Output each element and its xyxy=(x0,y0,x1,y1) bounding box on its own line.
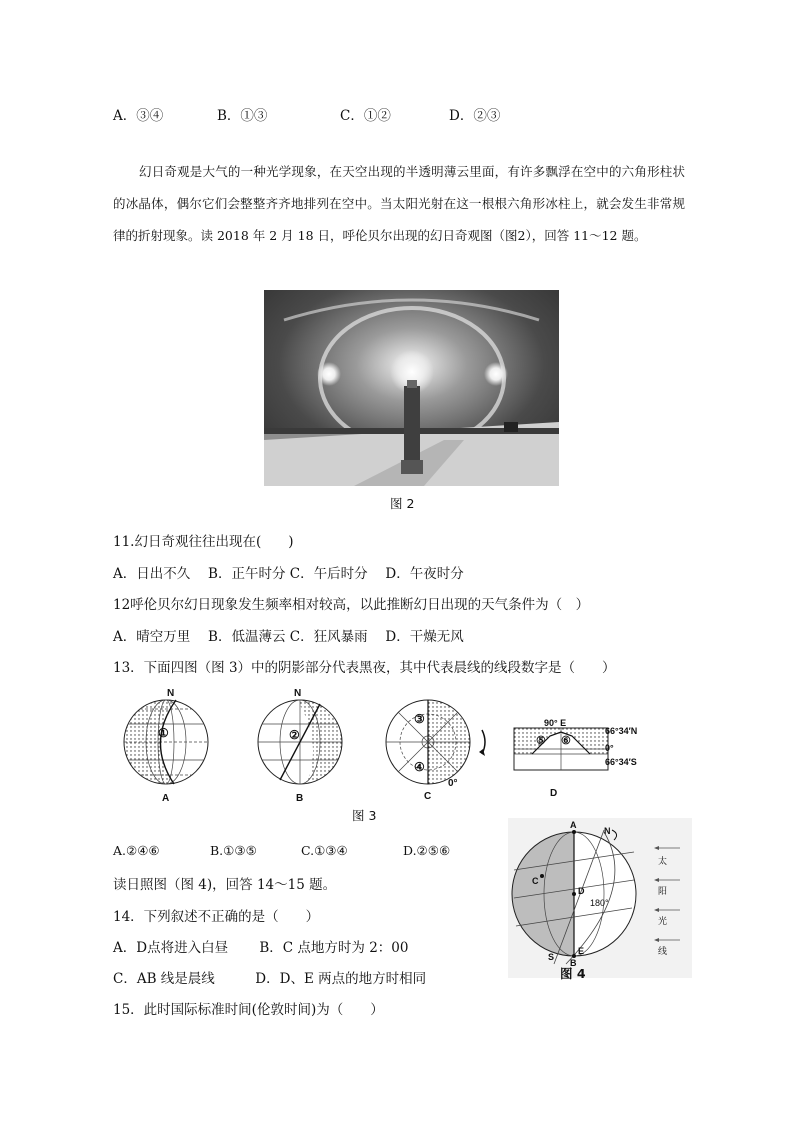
q11-options: A．日出不久 B．正午时分 C．午后时分 D．午夜时分 xyxy=(113,566,464,582)
fig3-label-a: A xyxy=(162,793,170,804)
q11-stem: 11.幻日奇观往往出现在( ) xyxy=(113,534,294,550)
prev-option-c: C．①② xyxy=(340,108,391,124)
fig3-label-d: D xyxy=(550,788,558,799)
halo-photo xyxy=(264,290,559,486)
globe-a xyxy=(124,697,208,787)
fig4-label-e: E xyxy=(578,946,585,956)
q14-options-cd: C．AB 线是晨线 D．D、E 两点的地方时相同 xyxy=(113,971,427,987)
globe-c xyxy=(386,697,485,787)
globe-b xyxy=(258,697,342,787)
fig4-label-s: S xyxy=(548,952,555,962)
fig2-caption: 图 2 xyxy=(390,496,415,511)
fig3-marker-4: ④ xyxy=(414,760,425,774)
fig3-lat-s: 66°34′S xyxy=(605,757,637,767)
intro2: 读日照图（图 4)，回答 14～15 题。 xyxy=(113,877,337,893)
q14-options-ab: A．D点将进入白昼 B．C 点地方时为 2：00 xyxy=(113,940,409,956)
q15-stem: 15．此时国际标准时间(伦敦时间)为（ ） xyxy=(113,1002,384,1018)
fig4-sun-4: 线 xyxy=(658,946,668,956)
q12-options: A．晴空万里 B．低温薄云 C．狂风暴雨 D．干燥无风 xyxy=(113,629,464,645)
fig4-label-b: B xyxy=(570,958,577,968)
fig3-marker-3: ③ xyxy=(414,712,425,726)
fig4-label-c: C xyxy=(532,876,539,886)
fig3-label-c: C xyxy=(424,791,432,802)
q13-option-b: B.①③⑤ xyxy=(210,843,257,858)
fig3-marker-2: ② xyxy=(289,728,300,742)
q13-option-c: C.①③④ xyxy=(301,843,348,858)
q13-option-a: A.②④⑥ xyxy=(113,843,160,858)
figure-4 xyxy=(508,818,692,978)
fig3-lat-0: 0° xyxy=(605,743,614,753)
fig3-label-b: B xyxy=(296,793,304,804)
prev-option-b: B．①③ xyxy=(217,108,268,124)
fig4-label-a: A xyxy=(570,820,577,830)
intro-paragraph: 幻日奇观是大气的一种光学现象，在天空出现的半透明薄云里面，有许多飘浮在空中的六角形柱状的冰晶体，偶尔它们会整整齐齐地排列在空中。当太阳光射在这一根根六角形冰柱上，就会发生非常规律的折射现象。读 2018 年 2 月 18 日，呼伦贝尔出现的幻日奇观图（图2），回答 11～12 题。 xyxy=(113,164,685,243)
fig4-caption: 图 4 xyxy=(560,966,586,981)
fig4-label-lon: 180° xyxy=(590,898,609,908)
prev-option-d: D．②③ xyxy=(449,108,501,124)
fig3-marker-6: ⑥ xyxy=(561,735,571,747)
fig3-marker-5: ⑤ xyxy=(536,735,546,747)
fig3-lon-90e: 90° E xyxy=(544,718,567,728)
fig3-marker-1: ① xyxy=(158,726,169,740)
prev-option-a: A．③④ xyxy=(113,108,164,124)
fig3-lat-n: 66°34′N xyxy=(605,726,638,736)
fig4-label-n: N xyxy=(604,826,611,836)
fig4-label-d: D xyxy=(578,886,585,896)
q13-stem: 13．下面四图（图 3）中的阴影部分代表黑夜，其中代表晨线的线段数字是（ ） xyxy=(113,660,616,676)
q12-stem: 12呼伦贝尔幻日现象发生频率相对较高，以此推断幻日出现的天气条件为（ ） xyxy=(113,597,590,613)
fig4-sun-2: 阳 xyxy=(658,886,668,896)
fig4-sun-1: 太 xyxy=(658,856,668,866)
fig3-zero-c: 0° xyxy=(448,778,458,789)
figure-3 xyxy=(118,688,658,813)
fig3-label-n1: N xyxy=(167,688,175,699)
fig3-caption: 图 3 xyxy=(352,808,377,823)
fig3-label-n2: N xyxy=(294,688,302,699)
q13-option-d: D.②⑤⑥ xyxy=(403,843,451,858)
q14-stem: 14．下列叙述不正确的是（ ） xyxy=(113,909,320,925)
fig4-sun-3: 光 xyxy=(658,916,668,926)
